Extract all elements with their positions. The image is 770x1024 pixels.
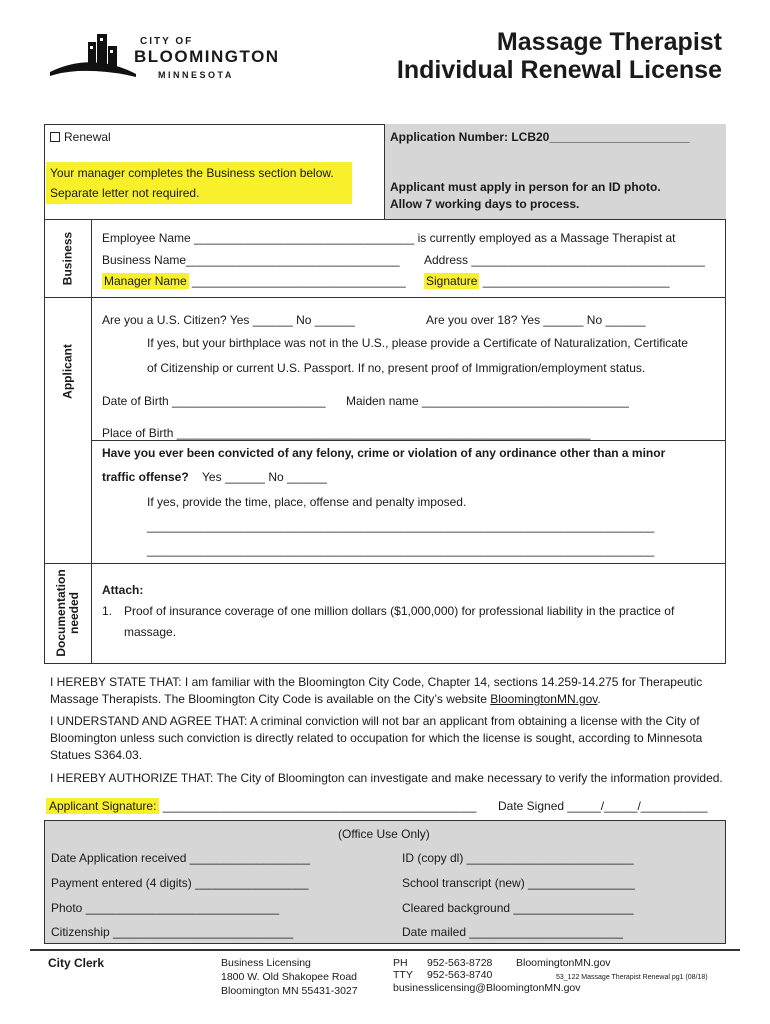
logo-name: BLOOMINGTON xyxy=(134,47,280,66)
logo-city-of: CITY OF xyxy=(140,36,194,47)
footer-street: 1800 W. Old Shakopee Road xyxy=(221,971,358,983)
statement-state-2b: . xyxy=(597,692,601,706)
divider xyxy=(44,563,726,564)
apply-note-2: Allow 7 working days to process. xyxy=(390,197,580,211)
statement-agree-3: Statues S364.03. xyxy=(50,748,143,762)
footer-ph-label: PH xyxy=(393,957,408,969)
statement-agree-2: Bloomington unless such conviction is directly related to occupation for which the license is sought, according to Minnesota xyxy=(50,731,703,745)
place-of-birth-field[interactable]: Place of Birth ______________________________________________________________ xyxy=(102,426,591,440)
form-title-line-1: Massage Therapist xyxy=(496,28,722,56)
footer-dept: Business Licensing xyxy=(221,957,311,969)
city-logo xyxy=(48,30,278,100)
section-label-documentation-2: needed xyxy=(67,592,81,635)
over18-question[interactable]: Are you over 18? Yes ______ No ______ xyxy=(426,313,646,327)
applicant-signature-label: Applicant Signature: xyxy=(46,798,159,814)
footer-city-clerk: City Clerk xyxy=(48,956,105,970)
business-name-field[interactable]: Business Name________________________________ xyxy=(102,253,400,267)
conviction-line-1[interactable]: ____________________________________________________________________________ xyxy=(147,519,655,533)
conviction-if-yes: If yes, provide the time, place, offense and penalty imposed. xyxy=(147,495,467,509)
statement-authorize: I HEREBY AUTHORIZE THAT: The City of Bloomington can investigate and make necessary to verify the information provided. xyxy=(50,771,723,785)
citizen-question[interactable]: Are you a U.S. Citizen? Yes ______ No ______ xyxy=(102,313,355,327)
attach-item-number: 1. xyxy=(102,604,113,618)
office-date-received[interactable]: Date Application received __________________ xyxy=(51,851,310,865)
conviction-question-1: Have you ever been convicted of any felony, crime or violation of any ordinance other than a minor xyxy=(102,446,666,460)
birthplace-note-2: of Citizenship or current U.S. Passport. If no, present proof of Immigration/employment status. xyxy=(147,361,646,375)
section-label-applicant: Applicant xyxy=(60,344,75,399)
signature-label: Signature xyxy=(426,274,478,288)
statement-agree-1: I UNDERSTAND AND AGREE THAT: A criminal conviction will not bar an applicant from obtaining a license with the City of xyxy=(50,714,700,728)
office-date-mailed[interactable]: Date mailed _______________________ xyxy=(402,925,623,939)
attach-item-1a: Proof of insurance coverage of one million dollars ($1,000,000) for professional liability in the practice of xyxy=(124,604,675,618)
logo-state: MINNESOTA xyxy=(158,70,234,80)
date-signed-field[interactable]: Date Signed _____/_____/__________ xyxy=(498,799,708,813)
skyline-logo-icon xyxy=(48,30,138,80)
footer-form-code: 53_122 Massage Therapist Renewal pg1 (08/18) xyxy=(556,974,708,981)
applicant-signature-line: _______________________________________________ xyxy=(159,799,477,813)
statement-state-2a: Massage Therapists. The Bloomington City Code is available on the City’s website xyxy=(50,692,491,706)
signature-line: ____________________________ xyxy=(479,274,670,288)
divider xyxy=(44,297,726,298)
city-website-link[interactable]: BloomingtonMN.gov xyxy=(490,692,598,706)
manager-name-field[interactable] xyxy=(102,274,406,288)
conviction-answer[interactable]: Yes ______ No ______ xyxy=(202,470,328,484)
attach-item-1b: massage. xyxy=(124,625,177,639)
form-title-line-2: Individual Renewal License xyxy=(396,56,722,84)
conviction-question-2-text: traffic offense? xyxy=(102,470,189,484)
employee-name-field[interactable]: Employee Name _________________________________ is currently employed as a Massage Therapist at xyxy=(102,231,676,245)
manager-name-line: ________________________________ xyxy=(188,274,406,288)
divider xyxy=(92,440,726,441)
renewal-label: Renewal xyxy=(64,130,111,144)
apply-note-1: Applicant must apply in person for an ID photo. xyxy=(390,180,661,194)
footer-city: Bloomington MN 55431-3027 xyxy=(221,985,358,997)
office-cleared-background[interactable]: Cleared background __________________ xyxy=(402,901,634,915)
renewal-checkbox[interactable] xyxy=(50,132,60,142)
footer-email[interactable]: businesslicensing@BloomingtonMN.gov xyxy=(393,982,581,994)
office-id-copy[interactable]: ID (copy dl) _________________________ xyxy=(402,851,634,865)
address-field[interactable]: Address ___________________________________ xyxy=(424,253,705,267)
renewal-option[interactable] xyxy=(50,130,111,144)
attach-label: Attach: xyxy=(102,583,144,597)
divider xyxy=(44,219,384,220)
manager-note-1: Your manager completes the Business section below. xyxy=(50,166,334,180)
application-number: Application Number: LCB20_____________________ xyxy=(390,130,690,144)
statement-state-2 xyxy=(50,692,601,706)
birthplace-note-1: If yes, but your birthplace was not in the U.S., please provide a Certificate of Naturalization, Certificate xyxy=(147,336,688,350)
conviction-question-2[interactable] xyxy=(102,470,327,484)
footer-rule xyxy=(30,949,740,951)
date-of-birth-field[interactable]: Date of Birth _______________________ xyxy=(102,394,326,408)
conviction-line-2[interactable]: ____________________________________________________________________________ xyxy=(147,543,655,557)
office-use-title: (Office Use Only) xyxy=(338,827,430,841)
manager-name-label: Manager Name xyxy=(104,274,187,288)
section-label-documentation xyxy=(55,563,81,663)
footer-tty-label: TTY xyxy=(393,969,413,981)
footer-ph: 952-563-8728 xyxy=(427,957,493,969)
office-payment[interactable]: Payment entered (4 digits) _________________ xyxy=(51,876,309,890)
applicant-signature-field[interactable] xyxy=(46,799,476,813)
section-label-documentation-1: Documentation xyxy=(54,569,68,657)
section-label-business: Business xyxy=(60,231,75,286)
manager-signature-field[interactable] xyxy=(424,274,670,288)
office-citizenship[interactable]: Citizenship ___________________________ xyxy=(51,925,294,939)
office-photo[interactable]: Photo _____________________________ xyxy=(51,901,280,915)
footer-tty: 952-563-8740 xyxy=(427,969,493,981)
manager-note-2: Separate letter not required. xyxy=(50,186,200,200)
statement-state-1: I HEREBY STATE THAT: I am familiar with the Bloomington City Code, Chapter 14, sections 14.259-14.275 for Therapeutic xyxy=(50,675,703,689)
office-school-transcript[interactable]: School transcript (new) ________________ xyxy=(402,876,635,890)
maiden-name-field[interactable]: Maiden name _______________________________ xyxy=(346,394,629,408)
footer-website[interactable]: BloomingtonMN.gov xyxy=(516,957,611,969)
